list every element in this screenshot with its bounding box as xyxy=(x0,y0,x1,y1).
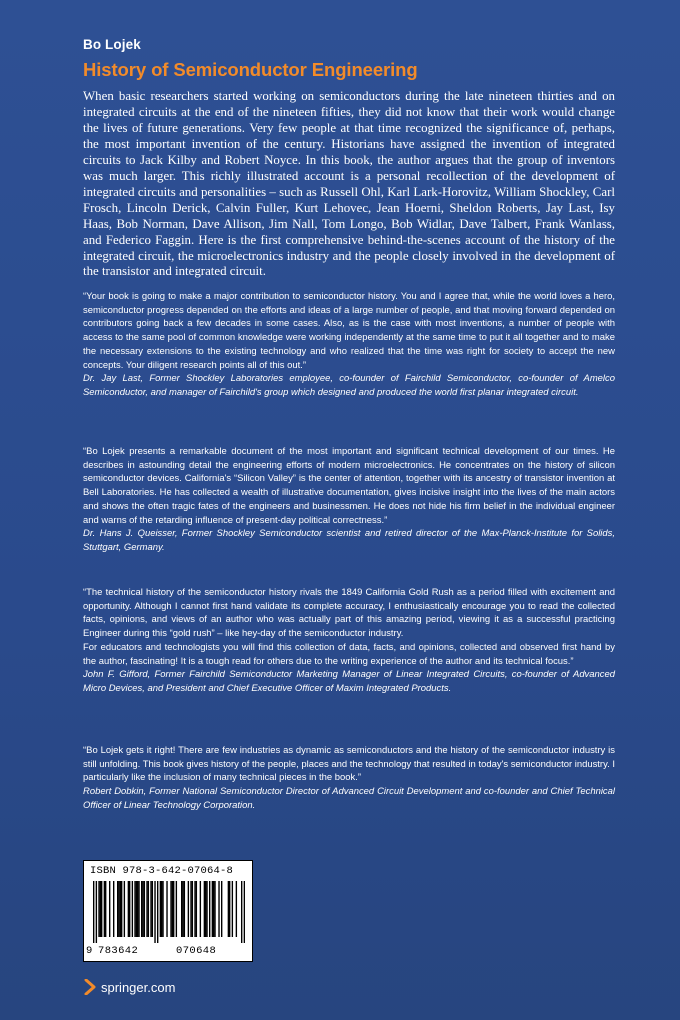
review-text: “Bo Lojek presents a remarkable document of the most important and significant technical development of our times. He describes in astounding detail the engineering efforts of modern microelectronics. He concentrates on the history of silicon semiconductor devices. California's “Silicon Valley” is the center of attention, together with its ancestry of transistor invention at Bell Laboratories. He has collected a wealth of illustrative documentation, gives incisive insight into the lives of the main actors and shows the often tragic fates of the engineers and businessmen. He does not hide his firm belief in the individual engineer and warns of the retarding influence of present-day political correctness.” xyxy=(83,446,615,526)
barcode-bar xyxy=(134,881,135,937)
barcode-bar xyxy=(132,881,133,937)
barcode-bar xyxy=(236,881,237,937)
barcode-bar xyxy=(136,881,137,937)
review-quote xyxy=(83,744,615,813)
barcode-bar xyxy=(160,881,161,937)
barcode-bar xyxy=(128,881,129,937)
barcode-bar xyxy=(188,881,189,937)
book-description: When basic researchers started working on semiconductors during the late nineteen thirties and on integrated circuits at the end of the nineteen fifties, they did not know that their work would change the lives of future generations. Very few people at that time recognized the significance of, perhaps, the most important invention of the century. Historians have assigned the invention of integrated circuits to Jack Kilby and Robert Noyce. In this book, the author argues that the group of inventors was much larger. This richly illustrated account is a personal recollection of the development of integrated circuits and personalities – such as Russell Ohl, Karl Lark-Horovitz, William Shockley, Carl Frosch, Lincoln Derick, Calvin Fuller, Kurt Lehovec, Jean Hoerni, Sheldon Roberts, Jay Last, Isy Haas, Bob Norman, Dave Allison, Jim Nall, Tom Longo, Bob Widlar, Dave Talbert, Frank Wanlass, and Federico Faggin. Here is the first comprehensive behind-the-scenes account of the history of the integrated circuit, the microelectronics industry and the people closely involved in the development of the transistor and integrated circuit. xyxy=(83,89,615,279)
review-text: “Bo Lojek gets it right! There are few industries as dynamic as semiconductors and the history of the semiconductor industry is still unfolding. This book gives history of the people, places and the technology that resulted in today's semiconductor industry. I particularly like the inclusion of many technical pieces in the book.” xyxy=(83,745,615,784)
barcode-bar xyxy=(154,881,155,943)
review-attribution: Dr. Hans J. Queisser, Former Shockley Semiconductor scientist and retired director of the Max-Planck-Institute for Solids, Stuttgart, Germany. xyxy=(83,528,615,553)
barcode-bar xyxy=(212,881,213,937)
barcode-bar xyxy=(170,881,171,937)
barcode-bar xyxy=(148,881,149,937)
review-text: “Your book is going to make a major contribution to semiconductor history. You and I agree that, while the world loves a hero, semiconductor progress depended on the efforts and ideas of a large number of people, and that moving forward depended on contributors going back a few decades in some cases. Also, as is the case with most inventions, a number of people with access to the same pool of common knowledge were working independently at the same time to put it all together and to make the necessary extensions to the existing technology and who realized that the time was right for society to accept the new concepts. Your diligent research points all of this out.” xyxy=(83,291,615,371)
barcode-bar xyxy=(161,881,162,937)
review-attribution: John F. Gifford, Former Fairchild Semiconductor Marketing Manager of Linear Integrated Circuits, co-founder of Advanced Micro Devices, and President and Chief Executive Officer of Maxim Integrated Products. xyxy=(83,669,615,694)
barcode-bar xyxy=(101,881,102,937)
barcode-bar xyxy=(142,881,143,937)
barcode-bar xyxy=(200,881,201,937)
barcode-bar xyxy=(98,881,99,937)
review-text: “The technical history of the semiconductor history rivals the 1849 California Gold Rush as a period filled with excitement and opportunity. Although I cannot first hand validate its complete accuracy, I enthusiastically encourage you to read the collected facts, opinions, and views of an author who was actually part of this amazing period, viewing it as a successful practicing Engineer during this “gold rush” – like hey-day of the semiconductor industry. xyxy=(83,587,615,640)
barcode-bar xyxy=(184,881,185,937)
barcode-bar xyxy=(206,881,207,937)
review-text: For educators and technologists you will find this collection of data, facts, and opinions, collected and observed first hand by the author, fascinating! It is a tough read for others due to the writing experience of the author and its technical focus.” xyxy=(83,641,615,667)
barcode-bar xyxy=(166,881,167,937)
barcode-bar xyxy=(105,881,106,937)
barcode-digit-first: 9 xyxy=(86,945,93,957)
barcode-bar xyxy=(192,881,193,937)
barcode-bar xyxy=(150,881,151,937)
barcode-digits-right: 070648 xyxy=(176,945,217,957)
barcode-bar xyxy=(137,881,138,937)
barcode-bar xyxy=(104,881,105,937)
review-attribution: Robert Dobkin, Former National Semiconductor Director of Advanced Circuit Development and co-founder and Chief Technical Officer of Linear Technology Corporation. xyxy=(83,786,615,811)
review-quote xyxy=(83,586,615,696)
barcode-bar xyxy=(121,881,122,937)
barcode-bar xyxy=(221,881,222,937)
barcode-bar xyxy=(229,881,230,937)
barcode-bar xyxy=(146,881,147,937)
barcode-bar xyxy=(118,881,119,937)
barcode-bar xyxy=(93,881,94,943)
barcode-bar xyxy=(173,881,174,937)
barcode-bar xyxy=(244,881,245,943)
barcode-bar xyxy=(194,881,195,937)
barcode-bar xyxy=(181,881,182,937)
review-quote xyxy=(83,290,615,400)
barcode-bar xyxy=(120,881,121,937)
barcode-bars xyxy=(93,881,245,943)
barcode-bar xyxy=(228,881,229,937)
barcode-bar xyxy=(117,881,118,937)
barcode-bar xyxy=(162,881,163,937)
review-quote xyxy=(83,445,615,555)
barcode-bar xyxy=(100,881,101,937)
publisher-link[interactable] xyxy=(83,979,175,995)
barcode-bar xyxy=(152,881,153,937)
isbn-label: ISBN 978-3-642-07064-8 xyxy=(90,865,234,877)
barcode-bar xyxy=(96,881,97,943)
barcode-digits xyxy=(86,945,252,957)
barcode-bar xyxy=(138,881,139,937)
chevron-right-icon xyxy=(83,979,97,995)
publisher-name: springer.com xyxy=(101,979,176,995)
barcode-bar xyxy=(144,881,145,937)
barcode-digits-left: 783642 xyxy=(98,945,139,957)
barcode-bar xyxy=(172,881,173,937)
barcode-bar xyxy=(190,881,191,937)
barcode-bar xyxy=(196,881,197,937)
barcode-bar xyxy=(109,881,110,937)
review-attribution: Dr. Jay Last, Former Shockley Laboratories employee, co-founder of Fairchild Semiconductor, co-founder of Amelco Semiconductor, and manager of Fairchild's group which designed and produced the world first planar integrated circuit. xyxy=(83,373,615,398)
barcode-bar xyxy=(218,881,219,937)
barcode-bar xyxy=(141,881,142,937)
barcode-bar xyxy=(205,881,206,937)
isbn-barcode xyxy=(83,860,253,962)
barcode-bar xyxy=(209,881,210,937)
barcode-bar xyxy=(129,881,130,937)
barcode-bar xyxy=(182,881,183,937)
barcode-bar xyxy=(124,881,125,937)
barcode-bar xyxy=(214,881,215,937)
barcode-bar xyxy=(204,881,205,937)
book-title: History of Semiconductor Engineering xyxy=(83,59,418,80)
barcode-bar xyxy=(213,881,214,937)
barcode-bar xyxy=(113,881,114,937)
barcode-bar xyxy=(176,881,177,937)
barcode-bar xyxy=(241,881,242,943)
barcode-bar xyxy=(232,881,233,937)
barcode-bar xyxy=(157,881,158,943)
author-name: Bo Lojek xyxy=(83,37,141,52)
